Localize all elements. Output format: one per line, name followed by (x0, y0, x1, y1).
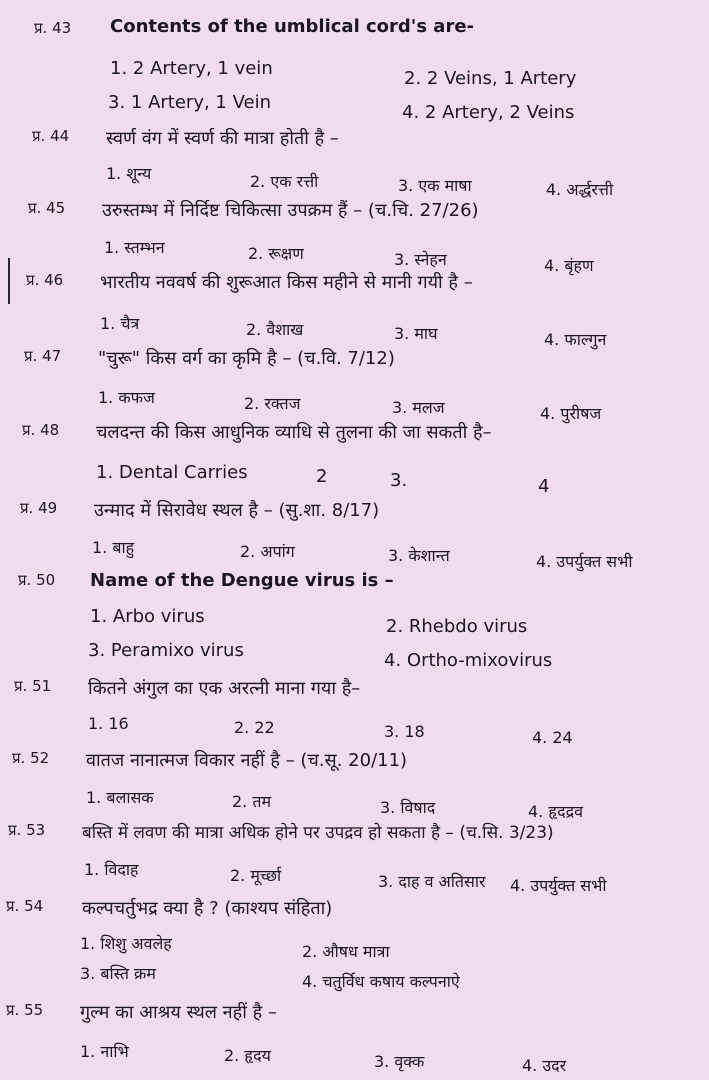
option-2: 2. एक रत्ती (250, 172, 319, 191)
option-4: 4. पुरीषज (540, 404, 602, 423)
question-text: चलदन्त की किस आधुनिक व्याधि से तुलना की जा सकती है– (96, 422, 492, 443)
question-number: प्र. 46 (26, 271, 64, 289)
question-text: वातज नानात्मज विकार नहीं है – (च.सू. 20/11) (86, 750, 408, 771)
option-3: 3. 18 (384, 722, 425, 741)
question-text: उन्माद में सिरावेध स्थल है – (सु.शा. 8/17) (94, 500, 380, 521)
question-number: प्र. 47 (24, 347, 62, 365)
option-2: 2. 22 (234, 718, 275, 737)
option-2: 2. रूक्षण (248, 244, 304, 263)
question-text: कल्पचर्तुभद्र क्या है ? (काश्यप संहिता) (82, 898, 333, 919)
option-2: 2. मूर्च्छा (230, 866, 282, 885)
option-2: 2. अपांग (240, 542, 295, 561)
option-1: 1. शून्य (106, 164, 152, 183)
option-1: 1. कफज (98, 388, 155, 407)
question-number: प्र. 52 (12, 749, 50, 767)
option-1: 1. बाहु (92, 538, 135, 557)
option-2: 2. रक्तज (244, 394, 301, 413)
option-3: 3. Peramixo virus (88, 640, 244, 661)
option-1: 1. Arbo virus (90, 606, 205, 627)
option-2: 2 (316, 466, 328, 487)
option-4: 4. अर्द्धरत्ती (546, 180, 614, 199)
option-3: 3. एक माषा (398, 176, 472, 195)
option-3: 3. केशान्त (388, 546, 450, 565)
question-number: प्र. 53 (8, 821, 46, 839)
option-4: 4. चतुर्विध कषाय कल्पनाऐ (302, 972, 460, 991)
question-text: कितने अंगुल का एक अरत्नी माना गया है– (88, 678, 361, 699)
question-number: प्र. 43 (34, 19, 72, 37)
option-4: 4. उपर्युक्त सभी (536, 552, 633, 571)
question-number: प्र. 51 (14, 677, 52, 695)
question-text: Name of the Dengue virus is – (90, 570, 394, 591)
option-4: 4. फाल्गुन (544, 330, 607, 349)
option-3: 3. वृक्क (374, 1052, 425, 1071)
option-1: 1. नाभि (80, 1042, 129, 1061)
option-2: 2. 2 Veins, 1 Artery (404, 68, 577, 89)
option-4: 4. उदर (522, 1056, 567, 1075)
question-text: बस्ति में लवण की मात्रा अधिक होने पर उपद्रव हो सकता है – (च.सि. 3/23) (82, 823, 554, 843)
option-3: 3. स्नेहन (394, 250, 447, 269)
option-3: 3. 1 Artery, 1 Vein (108, 92, 271, 113)
option-2: 2. हृदय (224, 1046, 271, 1065)
option-3: 3. विषाद (380, 798, 436, 817)
option-2: 2. औषध मात्रा (302, 942, 390, 961)
option-1: 1. 16 (88, 714, 129, 733)
question-text: Contents of the umblical cord's are- (110, 16, 474, 37)
question-text: भारतीय नववर्ष की शुरूआत किस महीने से मानी गयी है – (100, 272, 473, 293)
option-4: 4. हृदद्रव (528, 802, 584, 821)
option-1: 1. विदाह (84, 860, 139, 879)
option-4: 4. बृंहण (544, 256, 594, 275)
question-text: स्वर्ण वंग में स्वर्ण की मात्रा होती है – (106, 128, 339, 149)
question-number: प्र. 50 (18, 571, 56, 589)
option-2: 2. तम (232, 792, 272, 811)
option-2: 2. Rhebdo virus (386, 616, 528, 637)
margin-mark (8, 258, 10, 304)
option-1: 1. बलासक (86, 788, 154, 807)
question-number: प्र. 55 (6, 1001, 44, 1019)
option-1: 1. 2 Artery, 1 vein (110, 58, 273, 79)
question-text: "चुरू" किस वर्ग का कृमि है – (च.वि. 7/12) (98, 348, 395, 369)
option-1: 1. स्तम्भन (104, 238, 165, 257)
question-text: गुल्म का आश्रय स्थल नहीं है – (80, 1002, 277, 1023)
option-3: 3. बस्ति क्रम (80, 964, 156, 983)
question-number: प्र. 45 (28, 199, 66, 217)
option-1: 1. Dental Carries (96, 462, 248, 483)
question-text: उरुस्तम्भ में निर्दिष्ट चिकित्सा उपक्रम हैं – (च.चि. 27/26) (102, 200, 479, 221)
option-3: 3. दाह व अतिसार (378, 872, 486, 891)
question-number: प्र. 54 (6, 897, 44, 915)
option-3: 3. (390, 470, 408, 491)
option-4: 4. 24 (532, 728, 573, 747)
question-number: प्र. 44 (32, 127, 70, 145)
option-3: 3. मलज (392, 398, 445, 417)
option-4: 4. 2 Artery, 2 Veins (402, 102, 575, 123)
option-3: 3. माघ (394, 324, 438, 343)
question-number: प्र. 48 (22, 421, 60, 439)
option-4: 4 (538, 476, 550, 497)
option-2: 2. वैशाख (246, 320, 304, 339)
option-4: 4. उपर्युक्त सभी (510, 876, 607, 895)
option-4: 4. Ortho-mixovirus (384, 650, 553, 671)
option-1: 1. चैत्र (100, 314, 140, 333)
option-1: 1. शिशु अवलेह (80, 934, 172, 953)
question-number: प्र. 49 (20, 499, 58, 517)
